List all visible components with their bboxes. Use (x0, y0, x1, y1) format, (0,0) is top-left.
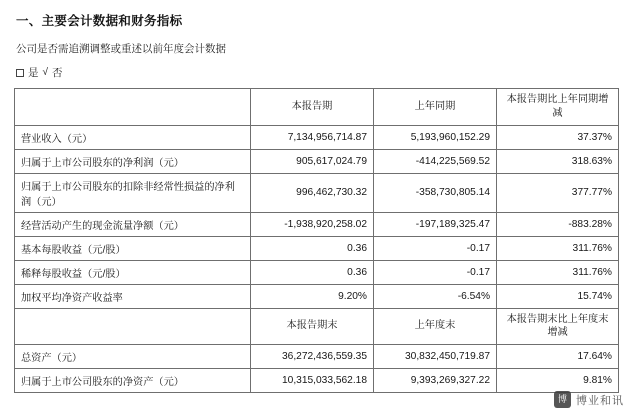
header-cell-period-end: 本报告期末 (251, 308, 374, 345)
row-value-prior: -197,189,325.47 (374, 212, 497, 236)
row-value-change: 318.63% (497, 149, 619, 173)
table-row (15, 369, 619, 393)
row-value-prior: -6.54% (374, 284, 497, 308)
row-value-change: 9.81% (497, 369, 619, 393)
row-value-prior: -0.17 (374, 260, 497, 284)
restatement-note: 公司是否需追溯调整或重述以前年度会计数据 (16, 43, 226, 55)
table-row (15, 212, 619, 236)
header-cell-blank (15, 89, 251, 126)
checkbox-yes-icon[interactable] (16, 69, 24, 77)
row-value-prior: -414,225,569.52 (374, 149, 497, 173)
table-row (15, 149, 619, 173)
row-label: 总资产（元） (15, 345, 251, 369)
header-cell-prior-year-end: 上年度末 (374, 308, 497, 345)
row-label: 归属于上市公司股东的净资产（元） (15, 369, 251, 393)
watermark-logo-icon: 博 (554, 391, 571, 408)
choice-no-label: 否 (52, 67, 63, 79)
row-value-change: 377.77% (497, 173, 619, 212)
row-value-current: -1,938,920,258.02 (251, 212, 374, 236)
row-value-change: -883.28% (497, 212, 619, 236)
row-value-current: 9.20% (251, 284, 374, 308)
restatement-choice-row (16, 65, 618, 80)
row-value-current: 10,315,033,562.18 (251, 369, 374, 393)
row-label: 加权平均净资产收益率 (15, 284, 251, 308)
row-value-change: 311.76% (497, 236, 619, 260)
row-value-current: 0.36 (251, 236, 374, 260)
row-value-prior: 30,832,450,719.87 (374, 345, 497, 369)
watermark-text: 博业和讯 (576, 394, 624, 407)
row-label: 归属于上市公司股东的净利润（元） (15, 149, 251, 173)
table-row (15, 173, 619, 212)
header-cell-current-period: 本报告期 (251, 89, 374, 126)
row-label: 营业收入（元） (15, 125, 251, 149)
row-value-current: 36,272,436,559.35 (251, 345, 374, 369)
row-value-change: 15.74% (497, 284, 619, 308)
row-value-current: 7,134,956,714.87 (251, 125, 374, 149)
table-header-row-balance (15, 308, 619, 345)
row-label: 经营活动产生的现金流量净额（元） (15, 212, 251, 236)
row-value-prior: 9,393,269,327.22 (374, 369, 497, 393)
table-row (15, 236, 619, 260)
row-value-prior: -0.17 (374, 236, 497, 260)
row-value-current: 905,617,024.79 (251, 149, 374, 173)
row-label: 稀释每股收益（元/股） (15, 260, 251, 284)
check-mark-icon: √ (42, 66, 48, 78)
watermark (554, 391, 624, 408)
row-label: 基本每股收益（元/股） (15, 236, 251, 260)
financial-summary-table (14, 88, 619, 393)
header-cell-period-change: 本报告期比上年同期增减 (497, 89, 619, 126)
table-row (15, 345, 619, 369)
choice-yes-label: 是 (28, 67, 39, 79)
row-value-prior: 5,193,960,152.29 (374, 125, 497, 149)
table-row (15, 260, 619, 284)
row-value-prior: -358,730,805.14 (374, 173, 497, 212)
row-value-current: 0.36 (251, 260, 374, 284)
row-value-current: 996,462,730.32 (251, 173, 374, 212)
table-header-row-period (15, 89, 619, 126)
row-value-change: 17.64% (497, 345, 619, 369)
page-title: 一、主要会计数据和财务指标 (16, 14, 183, 28)
row-value-change: 311.76% (497, 260, 619, 284)
header-cell-balance-change: 本报告期末比上年度末增减 (497, 308, 619, 345)
header-cell-blank-2 (15, 308, 251, 345)
table-row (15, 125, 619, 149)
table-row (15, 284, 619, 308)
header-cell-prior-period: 上年同期 (374, 89, 497, 126)
row-value-change: 37.37% (497, 125, 619, 149)
row-label: 归属于上市公司股东的扣除非经常性损益的净利润（元） (15, 173, 251, 212)
